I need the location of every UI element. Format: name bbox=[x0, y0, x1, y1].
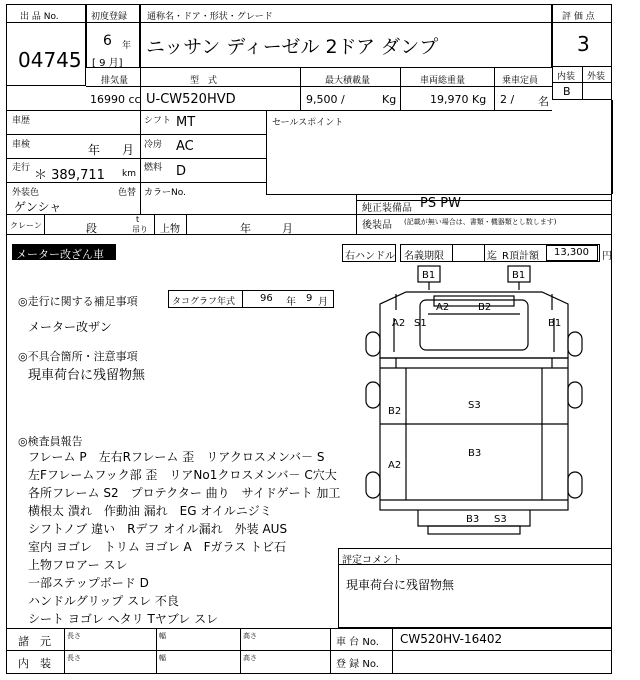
naiso-label: 内 装 bbox=[18, 657, 51, 670]
chassis-label: 車 台 No. bbox=[336, 637, 379, 648]
mileage-label: 走行 bbox=[12, 163, 31, 173]
crane-ton: t bbox=[136, 215, 140, 224]
capacity: 2 / bbox=[500, 93, 515, 106]
report-title: ◎検査員報告 bbox=[18, 435, 83, 448]
steering: 右ハンドル bbox=[345, 251, 395, 262]
car-name: ニッサン ディーゼル 2ドア ダンプ bbox=[146, 36, 439, 58]
color-code-label: 色替 bbox=[118, 188, 137, 198]
diagram-mark: B3 bbox=[468, 448, 482, 459]
mileage-unit: km bbox=[122, 169, 136, 179]
equip: PS PW bbox=[420, 196, 461, 211]
ac: AC bbox=[176, 139, 194, 154]
model-label: 型 式 bbox=[190, 76, 218, 86]
inspection-month: 月 bbox=[122, 143, 135, 157]
reg-year: 6 bbox=[103, 33, 112, 49]
reg-label: 初度登録 bbox=[91, 12, 128, 22]
chassis-number: CW520HV-16402 bbox=[400, 632, 503, 646]
kyo: 迄 bbox=[487, 251, 497, 262]
diagram-mark: B2 bbox=[388, 406, 402, 417]
diagram-mark: S3 bbox=[468, 400, 481, 411]
height-label-2: 高さ bbox=[243, 654, 257, 662]
diagram-mark: S3 bbox=[494, 514, 507, 525]
report-line: 左Fフレームフック部 歪 リアNo1クロスメンバ－ C穴大 bbox=[28, 468, 337, 482]
model: U-CW520HVD bbox=[146, 92, 236, 107]
r-mileage-label: R頂計額 bbox=[502, 251, 539, 262]
report-line: シート ヨゴレ ヘタリ Tヤブレ スレ bbox=[28, 612, 219, 626]
width-label-2: 幅 bbox=[159, 654, 166, 662]
exterior-label: 外装 bbox=[587, 72, 606, 82]
truck-diagram bbox=[336, 264, 612, 548]
report-line: 上物フロアー スレ bbox=[28, 558, 128, 572]
lot-number: 04745 bbox=[18, 48, 82, 72]
diagram-mark: B1 bbox=[422, 270, 436, 281]
fuel-label: 燃料 bbox=[144, 163, 163, 173]
color: ゲンシャ bbox=[14, 200, 62, 214]
comment-label: 評定コメント bbox=[342, 555, 402, 566]
length-label-2: 長さ bbox=[67, 654, 81, 662]
displacement: 16990 cc bbox=[90, 93, 141, 106]
defect-title: ◎不具合箇所・注意事項 bbox=[18, 350, 138, 363]
supp-title: ◎走行に関する補足事項 bbox=[18, 295, 138, 308]
r-unit: 円 bbox=[602, 251, 612, 262]
color-label: 外装色 bbox=[12, 188, 40, 198]
tacho-month: 9 bbox=[306, 293, 313, 304]
inspection-label: 車検 bbox=[12, 140, 31, 150]
upper-year: 年 bbox=[240, 222, 251, 235]
reg-no-label: 登 録 No. bbox=[336, 659, 379, 670]
diagram-mark: B2 bbox=[478, 302, 492, 313]
shift: MT bbox=[176, 115, 196, 130]
name-label: 通称名・ドア・形状・グレード bbox=[147, 12, 273, 22]
reg-month: [ 9 月] bbox=[92, 58, 123, 69]
sales-label: セールスポイント bbox=[272, 118, 344, 128]
tacho-month-unit: 月 bbox=[318, 297, 328, 308]
diagram-mark: A2 bbox=[436, 302, 450, 313]
height-label: 高さ bbox=[243, 632, 257, 640]
r-mileage: 13,300 bbox=[554, 247, 589, 258]
upper-month: 月 bbox=[282, 222, 293, 235]
supp-text: メーター改ザン bbox=[28, 320, 112, 334]
diagram-mark: A2 bbox=[392, 318, 406, 329]
lot-label: 出 品 No. bbox=[20, 12, 59, 22]
report-line: 各所フレーム S2 プロテクター 曲り サイドゲート 加工 bbox=[28, 486, 341, 500]
shift-label: シフト bbox=[144, 116, 172, 126]
reg-year-unit: 年 bbox=[122, 41, 132, 51]
length-label: 長さ bbox=[67, 632, 81, 640]
payload-label: 最大積載量 bbox=[325, 76, 371, 86]
mileage: ＊ 389,711 bbox=[34, 168, 105, 183]
color-no-label: カラーNo. bbox=[144, 188, 186, 198]
defect-text: 現車荷台に残留物無 bbox=[28, 368, 146, 383]
capacity-unit: 名 bbox=[538, 95, 549, 108]
report-line: シフトノブ 違い Rデフ オイル漏れ 外装 AUS bbox=[28, 522, 288, 536]
equip-label: 純正装備品 bbox=[362, 203, 412, 214]
comment-text: 現車荷台に残留物無 bbox=[346, 578, 455, 592]
history-label: 車歴 bbox=[12, 116, 31, 126]
payload-unit: Kg bbox=[382, 93, 397, 106]
inspection-year: 年 bbox=[88, 143, 101, 157]
report-line: フレーム P 左右Rフレーム 歪 リアクロスメンバ－ S bbox=[28, 450, 325, 464]
crane-lift: 吊り bbox=[132, 225, 148, 234]
tacho-year-unit: 年 bbox=[286, 297, 296, 308]
report-line: 横根太 潰れ 作動油 漏れ EG オイルニジミ bbox=[28, 504, 272, 518]
tacho-year: 96 bbox=[260, 293, 273, 304]
capacity-label: 乗車定員 bbox=[502, 76, 539, 86]
width-label: 幅 bbox=[159, 632, 166, 640]
interior-grade: B bbox=[563, 85, 571, 98]
score-value: 3 bbox=[577, 32, 590, 56]
name-change-label: 名義期限 bbox=[404, 251, 444, 262]
displacement-label: 排気量 bbox=[101, 76, 129, 86]
ac-label: 冷房 bbox=[144, 140, 163, 150]
crane-label: クレーン bbox=[10, 221, 42, 230]
diagram-mark: S1 bbox=[414, 318, 427, 329]
crane-level: 段 bbox=[86, 222, 97, 235]
score-label: 評 価 点 bbox=[562, 12, 595, 22]
fuel: D bbox=[176, 164, 187, 179]
gross-label: 車両総重量 bbox=[420, 76, 466, 86]
gross: 19,970 Kg bbox=[430, 93, 487, 106]
diagram-mark: A2 bbox=[388, 460, 402, 471]
diagram-mark: B3 bbox=[466, 514, 480, 525]
report-line: 一部ステップボード D bbox=[28, 576, 149, 590]
aftermarket-label: 後装品 bbox=[362, 220, 392, 231]
shokuin-label: 諸 元 bbox=[18, 635, 51, 648]
diagram-mark: B1 bbox=[512, 270, 526, 281]
upper-label: 上物 bbox=[160, 224, 180, 235]
diagram-mark: B1 bbox=[548, 318, 562, 329]
payload: 9,500 / bbox=[306, 93, 345, 106]
report-line: 室内 ヨゴレ トリム ヨゴレ A Fガラス トビ石 bbox=[28, 540, 287, 554]
tacho-label: タコグラフ年式 bbox=[172, 297, 236, 307]
aftermarket-note: (記載が無い場合は、書類・機器類とし数します) bbox=[404, 218, 557, 226]
interior-label: 内装 bbox=[557, 72, 576, 82]
tampered-label: メーター改ざん車 bbox=[16, 248, 104, 261]
report-line: ハンドルグリップ スレ 不良 bbox=[28, 594, 179, 608]
